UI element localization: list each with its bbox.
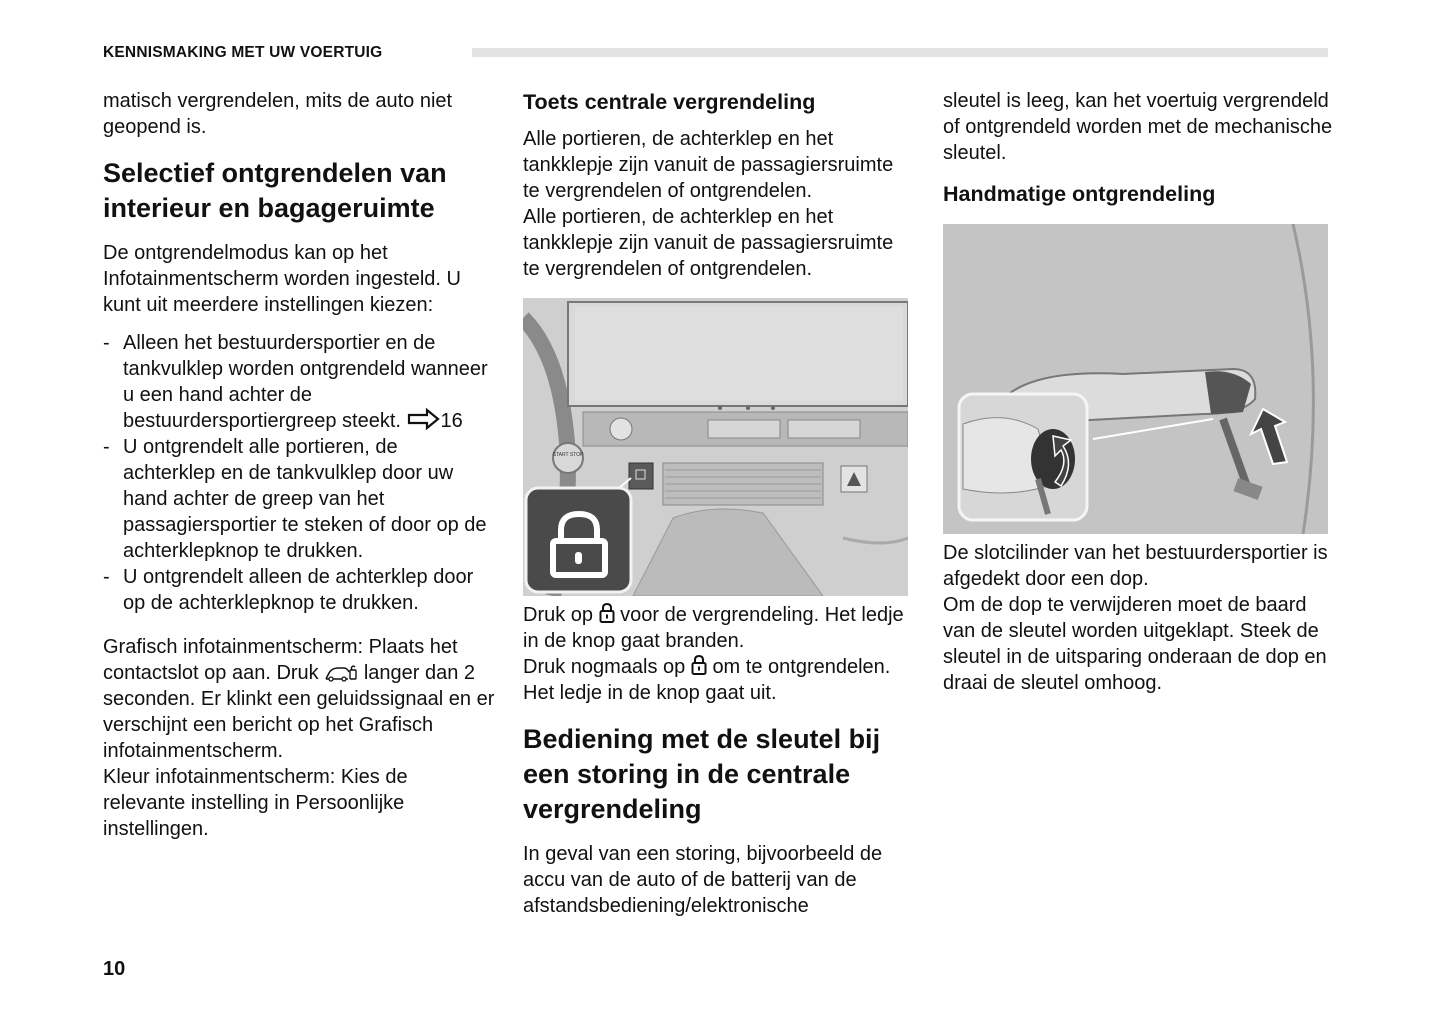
page-number: 10 — [103, 958, 126, 980]
lock-instruction-paragraph: Druk op voor de vergrendeling. Het ledje in de knop gaat branden. — [523, 604, 904, 652]
column-3 — [943, 88, 1335, 696]
list-item: - Alleen het bestuurdersportier en de tankvulklep worden ontgrendeld wanneer u een hand achter de bestuurdersportiergreep steekt. 16 — [103, 330, 495, 434]
unlock-instruction-paragraph: Druk nogmaals op om te ontgrendelen. Het ledje in de knop gaat uit. — [523, 656, 891, 704]
heading-key-operation: Bediening met de sleutel bij een storing in de centrale vergrendeling — [523, 724, 881, 824]
list-item: - U ontgrendelt alle portieren, de achterklep en de tankvulklep door uw hand achter de greep van het passagiersportier te steken of door op de achterklepknop te drukken. — [103, 434, 495, 564]
heading-central-locking-button: Toets centrale vergrendeling — [523, 90, 816, 114]
unlock-mode-paragraph: De ontgrendelmodus kan op het Infotainmentscherm worden ingesteld. U kunt uit meerdere instellingen kiezen: — [103, 242, 461, 316]
door-handle-illustration — [943, 224, 1328, 534]
central-locking-paragraph-1: Alle portieren, de achterklep en het tankklepje zijn vanuit de passagiersruimte te vergrendelen of ontgrendelen. — [523, 128, 894, 202]
graphic-infotainment-paragraph: Grafisch infotainmentscherm: Plaats het contactslot op aan. Druk langer dan 2 seconden. Er klinkt een geluidssignaal en er verschijnt een bericht op het Grafisch infotainmentscherm. — [103, 636, 495, 762]
dashboard-lock-button-figure — [523, 298, 908, 596]
section-title: KENNISMAKING MET UW VOERTUIG — [103, 44, 383, 61]
door-handle-figure — [943, 224, 1328, 534]
header-rule — [472, 48, 1328, 57]
central-locking-paragraph-2: Alle portieren, de achterklep en het tankklepje zijn vanuit de passagiersruimte te vergrendelen of ontgrendelen. — [523, 206, 894, 280]
intro-paragraph: matisch vergrendelen, mits de auto niet geopend is. — [103, 90, 453, 138]
dashboard-illustration — [523, 298, 908, 596]
heading-selective-unlock: Selectief ontgrendelen van interieur en bagageruimte — [103, 158, 447, 223]
column-1 — [103, 88, 495, 842]
lock-icon — [691, 654, 707, 676]
page-reference[interactable]: 16 — [440, 410, 463, 432]
page-reference-arrow-icon — [407, 408, 441, 430]
list-item: - U ontgrendelt alleen de achterklep door op de achterklepknop te drukken. — [103, 564, 495, 616]
remove-cap-paragraph: Om de dop te verwijderen moet de baard van de sleutel worden uitgeklapt. Steek de sleutel in de uitsparing onderaan de dop en draai de sleutel omhoog. — [943, 594, 1327, 694]
column-2 — [523, 88, 915, 919]
color-infotainment-paragraph: Kleur infotainmentscherm: Kies de relevante instelling in Persoonlijke instellingen. — [103, 766, 408, 840]
unlock-options-list — [103, 330, 495, 616]
car-unlock-icon — [324, 662, 358, 682]
lock-icon — [599, 602, 615, 624]
malfunction-paragraph: In geval van een storing, bijvoorbeeld de accu van de auto of de batterij van de afstandsbediening/elektronische — [523, 843, 883, 917]
lock-cylinder-paragraph: De slotcilinder van het bestuurdersportier is afgedekt door een dop. — [943, 542, 1328, 590]
heading-manual-unlock: Handmatige ontgrendeling — [943, 182, 1216, 206]
mechanical-key-paragraph: sleutel is leeg, kan het voertuig vergrendeld of ontgrendeld worden met de mechanische sleutel. — [943, 90, 1333, 164]
start-stop-label: START STOP — [552, 452, 584, 458]
